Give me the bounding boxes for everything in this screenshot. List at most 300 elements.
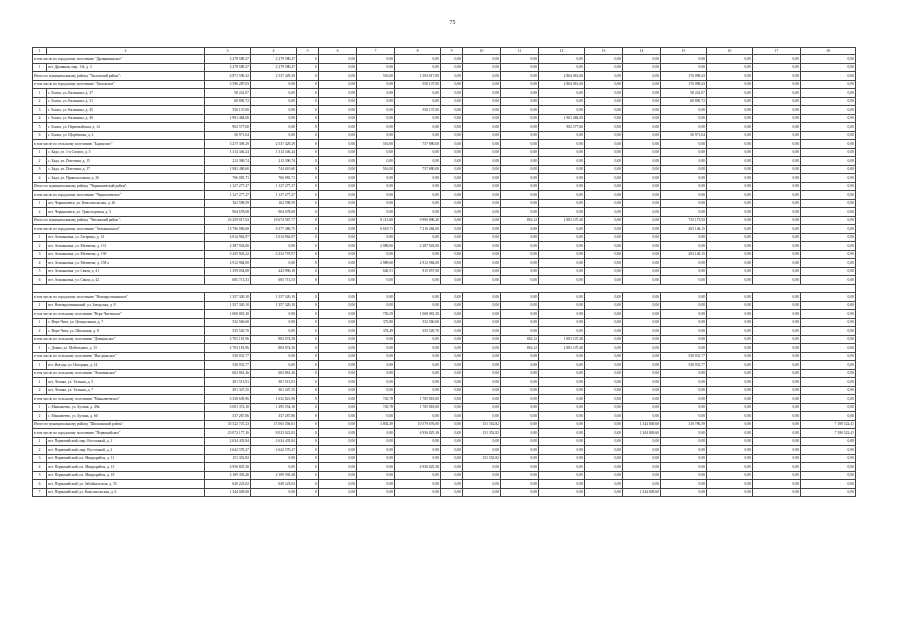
value-cell: 0,00 [661,463,707,472]
value-cell: 0 [297,395,319,404]
value-cell: 0,00 [623,123,661,132]
value-cell: 0,00 [801,352,856,361]
value-cell: 0,00 [463,369,501,378]
value-cell: 0,00 [623,72,661,81]
value-cell: 0,00 [441,310,463,319]
value-cell: 0,00 [623,480,661,489]
value-cell: 0,00 [395,148,441,157]
value-cell: 1 344 849,60 [623,488,661,497]
value-cell: 0,00 [661,208,707,217]
value-cell: 0,00 [463,446,501,455]
value-cell: 0,00 [441,437,463,446]
value-cell: 1 127 277,27 [205,182,251,191]
value-cell: 0,00 [801,344,856,353]
value-cell: 0,00 [585,352,623,361]
value-cell: 0,00 [707,318,753,327]
value-cell: 0 [297,191,319,200]
row-label: г. Хилок, ул. Калинина, д. 31 [47,97,205,106]
value-cell: 0,00 [707,63,753,72]
value-cell: 151 352,82 [205,454,251,463]
value-cell: 0,00 [753,420,801,429]
value-cell: 0,00 [395,233,441,242]
value-cell: 0,00 [623,157,661,166]
value-cell: 0,00 [395,301,441,310]
row-label: г. Хилок, ул. Калинина, д. 27 [47,89,205,98]
row-label: с. Верх-Чита, ул. Школьная, д. 8 [47,327,205,336]
value-cell: 0,00 [585,327,623,336]
value-cell: 0,00 [463,242,501,251]
value-cell: 0,00 [623,437,661,446]
value-cell: 0,00 [441,106,463,115]
group-label: в том числе по городскому поселению "Атамановское" [33,225,205,234]
value-cell: 0,00 [441,216,463,225]
value-cell: 0 [297,361,319,370]
value-cell: 0,00 [707,454,753,463]
value-cell: 2 765 181,96 [205,344,251,353]
value-cell: 13 796 006,00 [205,225,251,234]
value-cell: 0,00 [395,488,441,497]
value-cell: 0,00 [623,140,661,149]
value-cell: 0,00 [463,276,501,285]
value-cell: 0,00 [753,429,801,438]
value-cell: 0,00 [801,114,856,123]
value-cell: 0,00 [623,106,661,115]
value-cell: 0,00 [501,318,539,327]
value-cell: 0,00 [463,148,501,157]
value-cell: 0 [297,335,319,344]
column-number: 6 [319,48,357,55]
row-label: пгт. Первомайский, ул. Комсомольская, д. 6 [47,488,205,497]
value-cell: 2 765 181,96 [205,335,251,344]
value-cell: 2 864 061,60 [539,80,585,89]
value-cell: 0,00 [357,80,395,89]
table-row [33,106,856,115]
value-cell: 0,00 [441,174,463,183]
value-cell: 0,00 [801,395,856,404]
value-cell: 0,00 [585,106,623,115]
value-cell: 0,00 [319,216,357,225]
value-cell: 0,00 [623,403,661,412]
value-cell: 0,00 [801,293,856,302]
value-cell: 0,00 [661,242,707,251]
value-cell: 0,00 [319,395,357,404]
value-cell: 0,00 [801,157,856,166]
value-cell: 0,00 [539,293,585,302]
value-cell: 0,00 [623,412,661,421]
value-cell: 0,00 [801,310,856,319]
value-cell: 0,00 [661,488,707,497]
row-label: пгт. Первомайский, ул. Забайкальская, д. 35 [47,480,205,489]
value-cell: 0,00 [623,310,661,319]
value-cell: 0,00 [753,165,801,174]
table-row [33,182,856,191]
value-cell: 1 982 490,60 [205,165,251,174]
value-cell: 0,00 [801,327,856,336]
value-cell: 0,00 [623,199,661,208]
spacer-cell [33,284,856,293]
value-cell: 0,00 [623,327,661,336]
value-cell: 0,00 [463,293,501,302]
value-cell: 0,00 [319,63,357,72]
value-cell: 535 520,70 [205,327,251,336]
value-cell: 2 387 943,00 [395,242,441,251]
value-cell: 0,00 [661,412,707,421]
group-label: в том числе по городскому поселению "Дровяниннское" [33,55,205,64]
value-cell: 0,00 [501,225,539,234]
row-label: пгт. Новокручининский, ул. Заводская, д. 8 [47,301,205,310]
value-cell: 0,00 [463,199,501,208]
column-number: 5 [297,48,319,55]
value-cell: 4 956 825,30 [395,429,441,438]
value-cell: 0,00 [585,182,623,191]
value-cell: 33 522 747,23 [205,420,251,429]
value-cell: 0,00 [539,446,585,455]
value-cell: 0,00 [753,335,801,344]
table-row [33,361,856,370]
value-cell: 0,00 [801,463,856,472]
value-cell: 0,00 [661,55,707,64]
group-label: в том числе по сельскому поселению "Ингодинское" [33,352,205,361]
value-cell: 0,00 [539,429,585,438]
value-cell: 0,00 [661,437,707,446]
value-cell: 0,00 [357,335,395,344]
value-cell: 2 279 580,27 [205,55,251,64]
value-cell: 0,00 [441,276,463,285]
value-cell: 0,00 [585,242,623,251]
row-label: пгт. Атамановка, ул. Гагарина, д. 14 [47,233,205,242]
value-cell: 737 880,00 [395,165,441,174]
value-cell: 0,00 [623,250,661,259]
value-cell: 2 279 580,27 [251,55,297,64]
value-cell: 0,00 [707,276,753,285]
value-cell: 0,00 [585,446,623,455]
value-cell: 0,00 [463,480,501,489]
value-cell: 0,00 [585,276,623,285]
value-cell: 0,00 [585,310,623,319]
value-cell: 0,00 [753,140,801,149]
value-cell: 8 115,80 [357,216,395,225]
value-cell: 0,00 [357,233,395,242]
value-cell: 0,00 [585,165,623,174]
group-label: в том числе по сельскому поселению "Домнинское" [33,335,205,344]
value-cell: 0,00 [539,199,585,208]
value-cell: 0,00 [539,480,585,489]
value-cell: 0,00 [319,259,357,268]
row-index: 4 [33,259,47,268]
value-cell: 0,00 [463,89,501,98]
value-cell: 602 861,26 [205,369,251,378]
value-cell: 0,00 [357,480,395,489]
value-cell: 0,00 [463,259,501,268]
value-cell: 0,00 [585,471,623,480]
value-cell: 532 560,60 [205,318,251,327]
value-cell: 0,00 [501,89,539,98]
value-cell: 0,00 [395,369,441,378]
value-cell: 0,00 [707,386,753,395]
value-cell: 0,00 [319,463,357,472]
value-cell: 2 642 570,27 [251,446,297,455]
value-cell: 0,00 [661,182,707,191]
value-cell: 902 577,60 [205,123,251,132]
value-cell: 23 259 017,63 [205,216,251,225]
value-cell: 0,00 [319,123,357,132]
value-cell: 0,00 [251,310,297,319]
value-cell: 0,00 [585,233,623,242]
value-cell: 0,00 [441,344,463,353]
value-cell: 0,00 [441,378,463,387]
value-cell: 0,00 [585,259,623,268]
value-cell: 0,00 [753,463,801,472]
value-cell: 0,00 [753,378,801,387]
row-index: 6 [33,131,47,140]
value-cell: 602 861,26 [251,369,297,378]
value-cell: 0,00 [753,412,801,421]
value-cell: 0 [297,165,319,174]
row-index: 2 [33,386,47,395]
value-cell: 0,00 [661,395,707,404]
value-cell: 0,00 [319,276,357,285]
value-cell: 0,00 [357,191,395,200]
value-cell: 1 632 821,96 [251,395,297,404]
value-cell: 0,00 [801,97,856,106]
value-cell: 212 390,74 [205,157,251,166]
value-cell: 0,00 [441,301,463,310]
row-label: пгт. Атамановка, ул. Матвеева, д. 158 а [47,259,205,268]
value-cell: 23 072 177,16 [205,429,251,438]
value-cell: 0,00 [707,225,753,234]
value-cell: 203 146,15 [661,250,707,259]
value-cell: 0,00 [319,191,357,200]
value-cell: 0 [297,420,319,429]
value-cell: 0,00 [585,216,623,225]
value-cell: 516,00 [357,72,395,81]
value-cell: 7 180 522,41 [801,429,856,438]
value-cell: 0,00 [707,293,753,302]
value-cell: 0,00 [319,182,357,191]
value-cell: 0,00 [319,97,357,106]
value-cell: 0,00 [501,369,539,378]
value-cell: 0,00 [801,208,856,217]
value-cell: 0,00 [539,437,585,446]
value-cell: 0,00 [501,471,539,480]
table-row [33,131,856,140]
value-cell: 0,00 [319,250,357,259]
value-cell: 0,00 [463,216,501,225]
value-cell: 0,00 [441,386,463,395]
value-cell: 0,00 [753,199,801,208]
row-label: пгт. Первомайский, пл. Микрорайон, д. 13 [47,463,205,472]
value-cell: 556 137,00 [205,106,251,115]
value-cell: 0,00 [357,446,395,455]
value-cell: 337 267,86 [251,412,297,421]
value-cell: 0,00 [707,140,753,149]
value-cell: 375,80 [357,318,395,327]
value-cell: 0,00 [623,276,661,285]
value-cell: 0,00 [801,182,856,191]
value-cell: 0,00 [623,148,661,157]
value-cell: 0,00 [623,293,661,302]
row-label: с. Верх-Чита, ул. Центральная, д. 7 [47,318,205,327]
value-cell: 0,00 [539,89,585,98]
value-cell: 0,00 [463,80,501,89]
value-cell: 532 560,60 [395,318,441,327]
value-cell: 0,00 [441,463,463,472]
value-cell: 0 [297,318,319,327]
value-cell: 0,00 [585,429,623,438]
value-cell: 0,00 [539,174,585,183]
value-cell: 0,00 [539,463,585,472]
value-cell: 0,00 [801,55,856,64]
value-cell: 530 031,77 [205,361,251,370]
value-cell: 0,00 [463,361,501,370]
value-cell: 0,00 [801,165,856,174]
value-cell: 0,00 [357,463,395,472]
value-cell: 0,00 [707,403,753,412]
row-index: 6 [33,480,47,489]
value-cell: 0,00 [357,488,395,497]
value-cell: 0,00 [801,63,856,72]
value-cell: 0,00 [251,123,297,132]
value-cell: 0,00 [707,233,753,242]
value-cell: 0 [297,199,319,208]
value-cell: 0,00 [801,480,856,489]
value-cell: 0,00 [801,369,856,378]
row-index: 1 [33,344,47,353]
value-cell: 0,00 [753,395,801,404]
value-cell: 0,00 [251,327,297,336]
value-cell: 2 989,60 [357,259,395,268]
value-cell: 0 [297,106,319,115]
value-cell: 0,00 [661,378,707,387]
value-cell: 556 137,00 [395,106,441,115]
value-cell: 0,00 [623,267,661,276]
value-cell: 0,00 [585,437,623,446]
value-cell: 0,00 [357,114,395,123]
value-cell: 0,00 [623,344,661,353]
value-cell: 816,12 [501,344,539,353]
column-number: 8 [395,48,441,55]
value-cell: 176 098,43 [661,72,707,81]
value-cell: 0,00 [357,89,395,98]
value-cell: 0,00 [623,63,661,72]
value-cell: 0,00 [319,293,357,302]
value-cell: 884 074,56 [251,344,297,353]
value-cell: 0,00 [441,63,463,72]
value-cell: 0,00 [661,148,707,157]
value-cell: 151 352,82 [463,429,501,438]
value-cell: 0,00 [441,191,463,200]
row-label: пгт. Атамановка, ул. Связи, д. 41 [47,267,205,276]
column-number: 10 [463,48,501,55]
row-label: г. Хилок, ул. Калинина, д. 49 [47,114,205,123]
value-cell: 0,00 [585,369,623,378]
value-cell: 0,00 [441,225,463,234]
value-cell: 1 127 277,27 [205,191,251,200]
value-cell: 0,00 [539,208,585,217]
value-cell: 0,00 [623,242,661,251]
value-cell: 0,00 [539,157,585,166]
row-label: г. Хилок, ул. Щорбакова, д. 2 [47,131,205,140]
value-cell: 0,00 [585,335,623,344]
value-cell: 0,00 [623,182,661,191]
table-row [33,471,856,480]
value-cell: 0,00 [539,63,585,72]
row-index: 6 [33,276,47,285]
value-cell: 58 241,07 [661,89,707,98]
value-cell: 0,00 [501,361,539,370]
value-cell: 7 180 522,41 [801,420,856,429]
value-cell: 0,00 [661,140,707,149]
value-cell: 0,00 [801,454,856,463]
value-cell: 0,00 [441,131,463,140]
value-cell: 7 216 284,00 [395,225,441,234]
value-cell: 0 [297,55,319,64]
value-cell: 0,00 [395,191,441,200]
value-cell: 0,00 [753,471,801,480]
value-cell: 6 619,71 [357,225,395,234]
value-cell: 0,00 [319,403,357,412]
value-cell: 0 [297,233,319,242]
row-label: пгт. Первомайский, пл. Микрорайон, д. 11 [47,454,205,463]
value-cell: 0,00 [463,55,501,64]
value-cell: 0,00 [357,352,395,361]
value-cell: 0,00 [357,174,395,183]
value-cell: 0,00 [501,106,539,115]
value-cell: 0,00 [539,276,585,285]
row-index: 1 [33,437,47,446]
value-cell: 0,00 [501,259,539,268]
value-cell: 0 [297,72,319,81]
value-cell: 0,00 [501,63,539,72]
value-cell: 0,00 [319,72,357,81]
value-cell: 0,00 [395,123,441,132]
table-row [33,420,856,429]
value-cell: 0,00 [753,233,801,242]
row-index: 5 [33,471,47,480]
value-cell: 0,00 [319,148,357,157]
value-cell: 2 014 962,97 [205,233,251,242]
value-cell: 0 [297,250,319,259]
value-cell: 0,00 [753,191,801,200]
data-table [32,47,856,497]
value-cell: 0,00 [319,412,357,421]
value-cell: 0,00 [463,403,501,412]
value-cell: 0,00 [661,454,707,463]
value-cell: 3 596 287,03 [205,80,251,89]
value-cell: 0,00 [753,225,801,234]
value-cell: 9 990 096,20 [395,216,441,225]
value-cell: 4 956 825,30 [395,463,441,472]
value-cell: 0,00 [319,174,357,183]
value-cell: 1 068 081,30 [395,310,441,319]
column-number: 12 [539,48,585,55]
value-cell: 0,00 [539,403,585,412]
value-cell: 0,00 [463,182,501,191]
value-cell: 0,00 [539,148,585,157]
value-cell: 0,00 [251,114,297,123]
row-index: 1 [33,378,47,387]
value-cell: 2 864 061,60 [539,72,585,81]
value-cell: 0,00 [357,106,395,115]
value-cell: 0,00 [623,301,661,310]
value-cell: 0,00 [707,157,753,166]
value-cell: 0,00 [707,369,753,378]
value-cell: 0,00 [539,301,585,310]
value-cell: 0 [297,352,319,361]
value-cell: 0,00 [441,267,463,276]
value-cell: 0,00 [707,148,753,157]
value-cell: 2 634 435,84 [251,437,297,446]
